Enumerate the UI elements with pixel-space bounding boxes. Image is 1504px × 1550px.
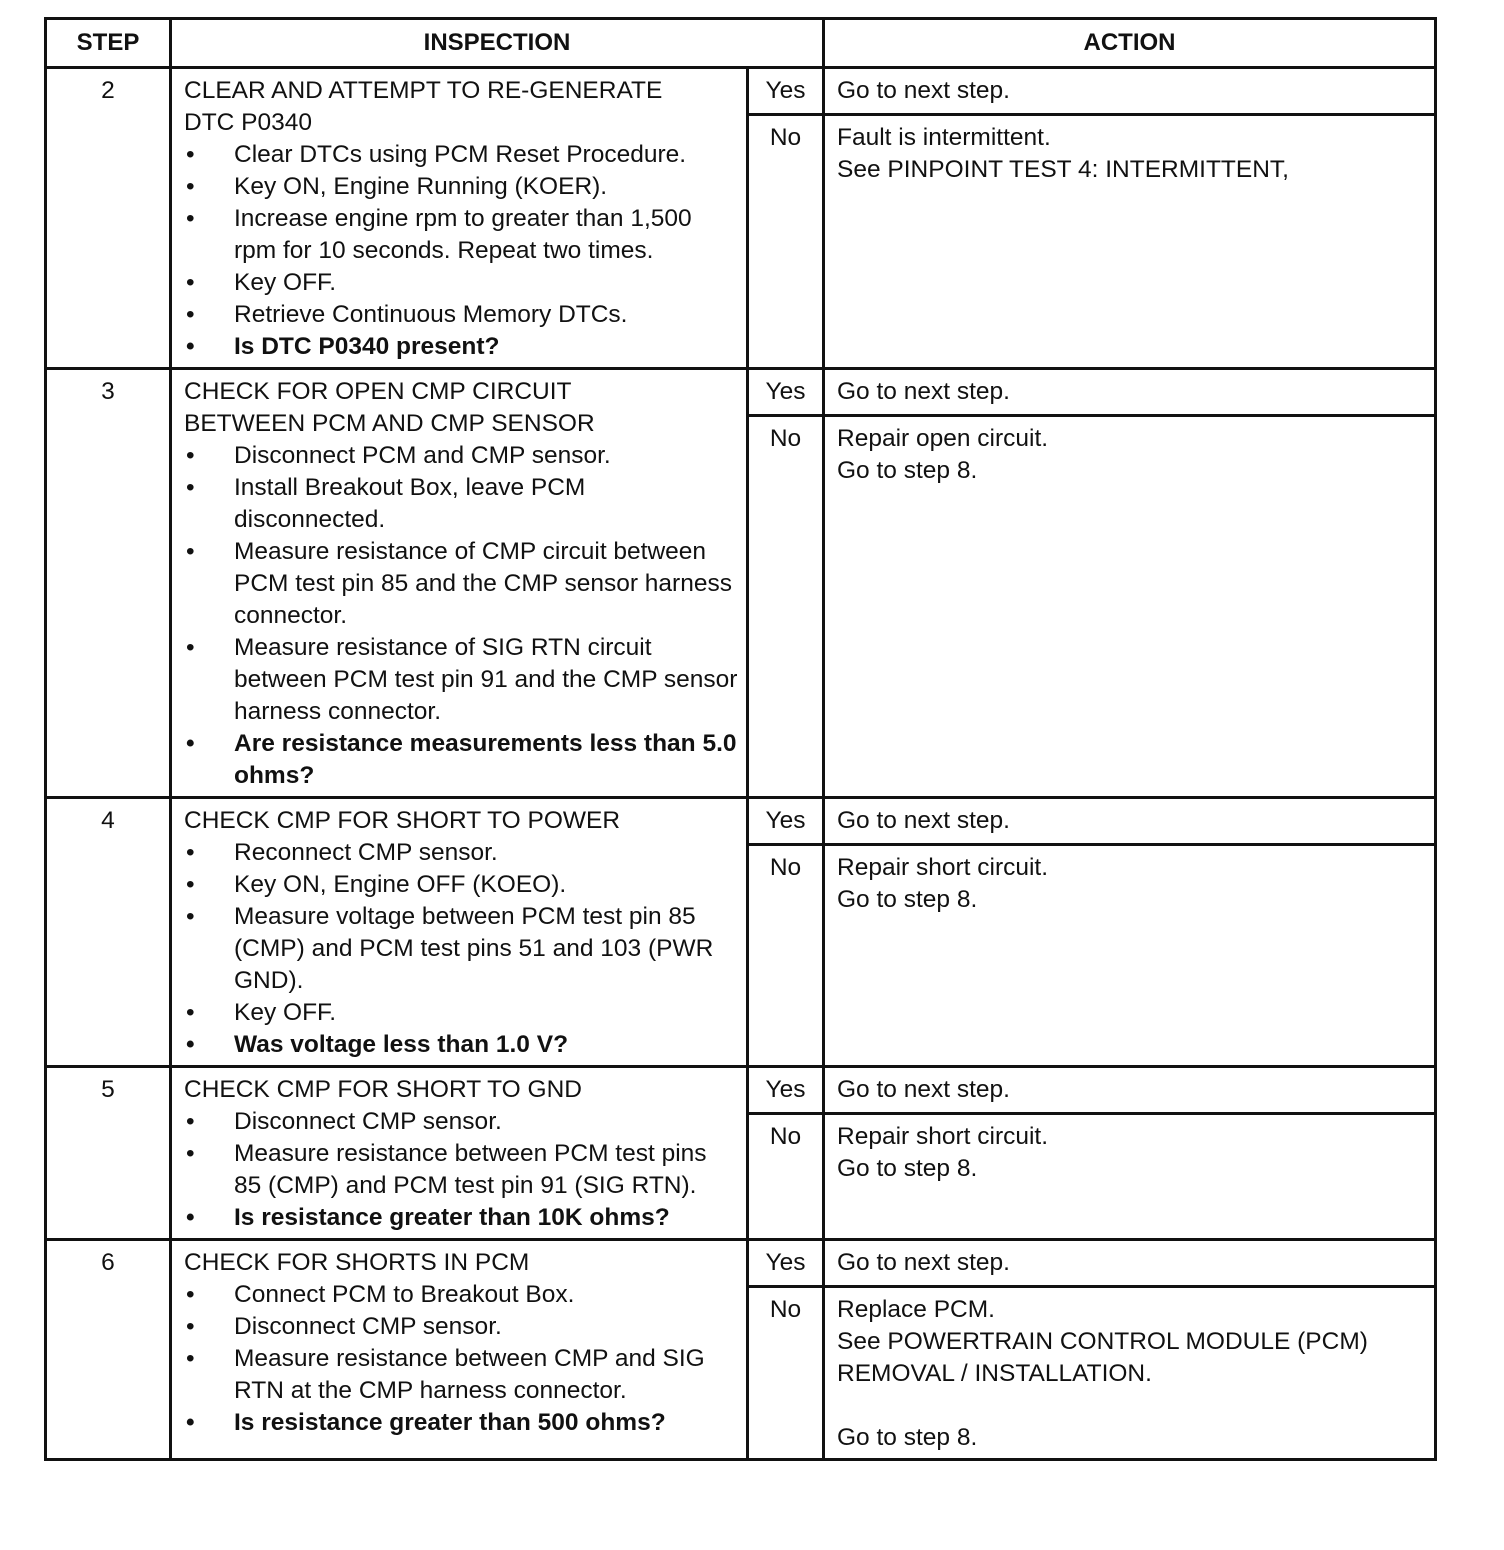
- action-line: See PINPOINT TEST 4: INTERMITTENT,: [837, 156, 1289, 183]
- yes-action: [824, 1240, 1436, 1287]
- inspection-bullet: • Retrieve Continuous Memory DTCs.: [184, 299, 738, 331]
- inspection-cell: [171, 1240, 748, 1460]
- step-number: 2: [46, 68, 171, 369]
- action-line: Go to step 8.: [837, 1155, 978, 1182]
- no-action: [824, 416, 1436, 798]
- inspection-bullets: [184, 1279, 738, 1439]
- step-number: 5: [46, 1067, 171, 1240]
- action-line: Go to next step.: [837, 807, 1010, 834]
- header-step: STEP: [46, 19, 171, 68]
- no-action: [824, 1287, 1436, 1460]
- inspection-question: • Was voltage less than 1.0 V?: [184, 1029, 738, 1061]
- inspection-bullet: • Measure resistance between CMP and SIG RTN at the CMP harness connector.: [184, 1343, 738, 1407]
- action-line: Go to next step.: [837, 1249, 1010, 1276]
- action-line: Go to step 8.: [837, 457, 978, 484]
- inspection-bullets: [184, 1106, 738, 1234]
- action-line: Go to next step.: [837, 378, 1010, 405]
- no-action: [824, 1114, 1436, 1240]
- step-number: 3: [46, 369, 171, 798]
- action-line: Repair open circuit.: [837, 425, 1049, 452]
- yes-label: Yes: [748, 369, 824, 416]
- inspection-title: CHECK CMP FOR SHORT TO POWER: [184, 807, 621, 834]
- header-action: ACTION: [824, 19, 1436, 68]
- action-line: Go to step 8.: [837, 1424, 978, 1451]
- action-line: [837, 1390, 1426, 1422]
- no-label: No: [748, 1287, 824, 1460]
- inspection-cell: [171, 1067, 748, 1240]
- inspection-cell: [171, 798, 748, 1067]
- yes-action: [824, 798, 1436, 845]
- inspection-bullet: • Key ON, Engine Running (KOER).: [184, 171, 738, 203]
- inspection-bullet: • Connect PCM to Breakout Box.: [184, 1279, 738, 1311]
- action-line: REMOVAL / INSTALLATION.: [837, 1360, 1152, 1387]
- inspection-question: • Are resistance measurements less than 5.0 ohms?: [184, 728, 738, 792]
- action-line: Repair short circuit.: [837, 1123, 1049, 1150]
- yes-action: [824, 68, 1436, 115]
- inspection-bullet: • Disconnect CMP sensor.: [184, 1311, 738, 1343]
- inspection-title: CLEAR AND ATTEMPT TO RE-GENERATE: [184, 77, 663, 104]
- inspection-bullet: • Measure voltage between PCM test pin 85 (CMP) and PCM test pins 51 and 103 (PWR GND).: [184, 901, 738, 997]
- inspection-cell: [171, 68, 748, 369]
- diagnostic-table: [44, 17, 1437, 1461]
- header-inspection: INSPECTION: [171, 19, 824, 68]
- step-row-yes: [46, 1067, 1436, 1114]
- yes-action: [824, 1067, 1436, 1114]
- inspection-bullet: • Disconnect CMP sensor.: [184, 1106, 738, 1138]
- inspection-title: CHECK CMP FOR SHORT TO GND: [184, 1076, 582, 1103]
- inspection-bullets: [184, 440, 738, 792]
- no-label: No: [748, 416, 824, 798]
- no-label: No: [748, 1114, 824, 1240]
- inspection-title: DTC P0340: [184, 109, 313, 136]
- inspection-bullet: • Key OFF.: [184, 267, 738, 299]
- inspection-bullet: • Key OFF.: [184, 997, 738, 1029]
- step-row-yes: [46, 1240, 1436, 1287]
- inspection-question: • Is DTC P0340 present?: [184, 331, 738, 363]
- inspection-bullet: • Increase engine rpm to greater than 1,500 rpm for 10 seconds. Repeat two times.: [184, 203, 738, 267]
- no-action: [824, 845, 1436, 1067]
- step-row-yes: [46, 369, 1436, 416]
- no-action: [824, 115, 1436, 369]
- inspection-title: CHECK FOR OPEN CMP CIRCUIT: [184, 378, 572, 405]
- yes-label: Yes: [748, 1240, 824, 1287]
- inspection-bullet: • Measure resistance between PCM test pins 85 (CMP) and PCM test pin 91 (SIG RTN).: [184, 1138, 738, 1202]
- step-number: 4: [46, 798, 171, 1067]
- yes-label: Yes: [748, 68, 824, 115]
- inspection-cell: [171, 369, 748, 798]
- action-line: Repair short circuit.: [837, 854, 1049, 881]
- inspection-question: • Is resistance greater than 500 ohms?: [184, 1407, 738, 1439]
- inspection-question: • Is resistance greater than 10K ohms?: [184, 1202, 738, 1234]
- step-row-yes: [46, 798, 1436, 845]
- inspection-title: BETWEEN PCM AND CMP SENSOR: [184, 410, 595, 437]
- action-line: Go to step 8.: [837, 886, 978, 913]
- inspection-bullet: • Measure resistance of CMP circuit between PCM test pin 85 and the CMP sensor harness connector.: [184, 536, 738, 632]
- yes-label: Yes: [748, 798, 824, 845]
- action-line: Fault is intermittent.: [837, 124, 1051, 151]
- yes-action: [824, 369, 1436, 416]
- step-row-yes: [46, 68, 1436, 115]
- no-label: No: [748, 845, 824, 1067]
- inspection-bullet: • Reconnect CMP sensor.: [184, 837, 738, 869]
- inspection-bullet: • Disconnect PCM and CMP sensor.: [184, 440, 738, 472]
- inspection-bullets: [184, 139, 738, 363]
- inspection-bullet: • Key ON, Engine OFF (KOEO).: [184, 869, 738, 901]
- inspection-bullet: • Measure resistance of SIG RTN circuit between PCM test pin 91 and the CMP sensor harness connector.: [184, 632, 738, 728]
- step-number: 6: [46, 1240, 171, 1460]
- action-line: Go to next step.: [837, 77, 1010, 104]
- action-line: Go to next step.: [837, 1076, 1010, 1103]
- inspection-bullet: • Install Breakout Box, leave PCM disconnected.: [184, 472, 738, 536]
- inspection-title: CHECK FOR SHORTS IN PCM: [184, 1249, 530, 1276]
- action-line: Replace PCM.: [837, 1296, 995, 1323]
- header-row: [46, 19, 1436, 68]
- action-line: See POWERTRAIN CONTROL MODULE (PCM): [837, 1328, 1368, 1355]
- inspection-bullets: [184, 837, 738, 1061]
- no-label: No: [748, 115, 824, 369]
- yes-label: Yes: [748, 1067, 824, 1114]
- inspection-bullet: • Clear DTCs using PCM Reset Procedure.: [184, 139, 738, 171]
